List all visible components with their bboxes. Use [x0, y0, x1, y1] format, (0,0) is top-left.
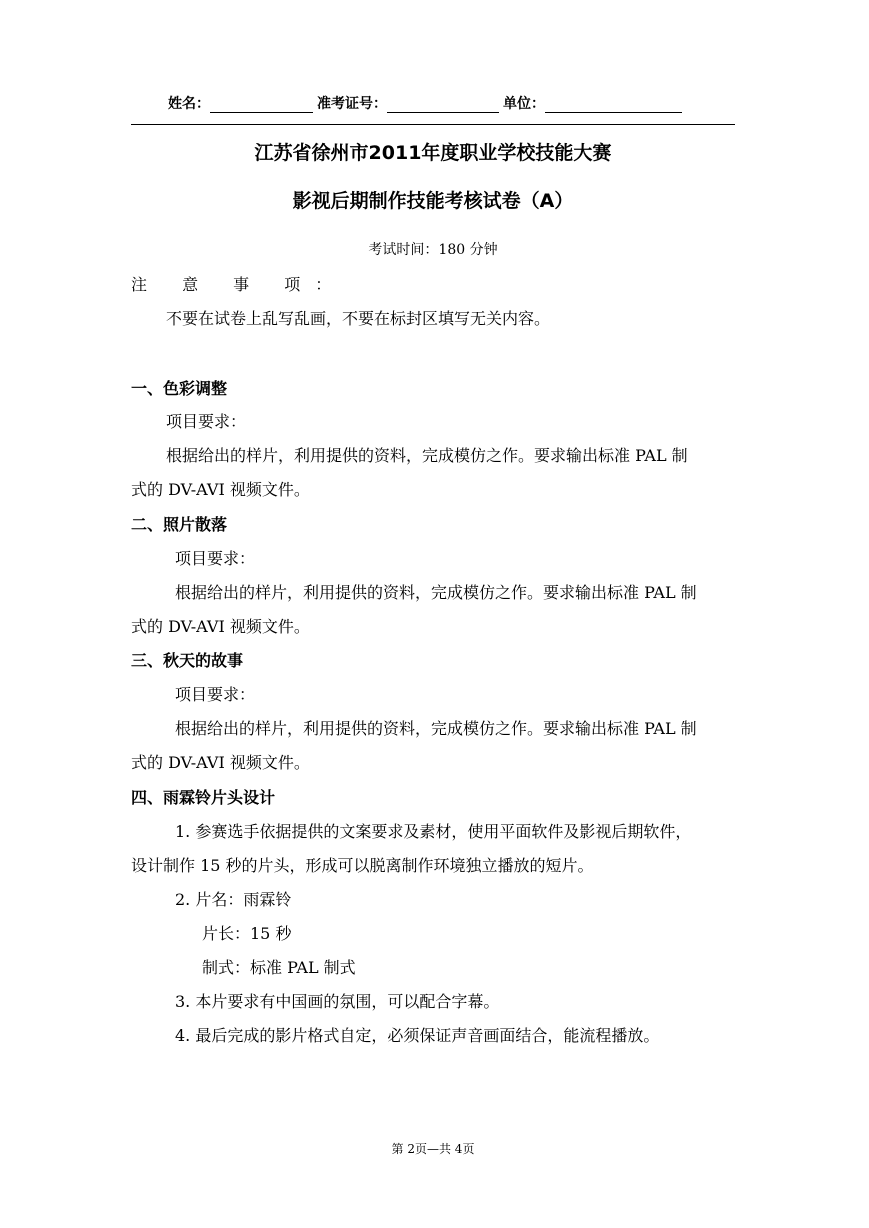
section-heading: 三、秋天的故事 [131, 651, 244, 670]
requirement-label: 项目要求： [175, 685, 256, 704]
section-heading: 一、色彩调整 [131, 379, 228, 398]
requirement-text: 根据给出的样片，利用提供的资料，完成模仿之作。要求输出标准 PAL 制 [175, 583, 697, 602]
unit-field[interactable] [545, 98, 682, 113]
requirement-label: 项目要求： [175, 549, 256, 568]
requirement-text-cont: 式的 DV-AVI 视频文件。 [131, 480, 310, 499]
requirement-label: 项目要求： [166, 412, 247, 431]
item-4-text: 4. 最后完成的影片格式自定，必须保证声音画面结合，能流程播放。 [175, 1026, 660, 1045]
item-1-text: 1. 参赛选手依据提供的文案要求及素材，使用平面软件及影视后期软件， [175, 822, 692, 841]
exam-time: 考试时间：180 分钟 [368, 242, 498, 258]
requirement-text-cont: 式的 DV-AVI 视频文件。 [131, 617, 310, 636]
candidate-info-line [168, 93, 686, 113]
film-length: 片长：15 秒 [202, 924, 292, 943]
section-heading: 二、照片散落 [131, 515, 228, 534]
page-title: 江苏省徐州市2011年度职业学校技能大赛 [254, 142, 612, 164]
section-heading: 四、雨霖铃片头设计 [131, 788, 276, 807]
requirement-text-cont: 式的 DV-AVI 视频文件。 [131, 753, 310, 772]
exam-no-field[interactable] [387, 98, 499, 113]
requirement-text: 根据给出的样片，利用提供的资料，完成模仿之作。要求输出标准 PAL 制 [175, 719, 697, 738]
film-format: 制式：标准 PAL 制式 [202, 958, 356, 977]
exam-no-label: 准考证号： [317, 96, 387, 112]
notice-heading: 注 意 事 项： [131, 275, 347, 294]
header-divider [131, 124, 735, 125]
requirement-text: 根据给出的样片，利用提供的资料，完成模仿之作。要求输出标准 PAL 制 [166, 446, 688, 465]
name-label: 姓名： [168, 96, 210, 112]
name-field[interactable] [210, 98, 313, 113]
page-number: 第 2页—共 4页 [391, 1142, 475, 1156]
unit-label: 单位： [503, 96, 545, 112]
notice-text: 不要在试卷上乱写乱画，不要在标封区填写无关内容。 [166, 309, 551, 328]
item-3-text: 3. 本片要求有中国画的氛围，可以配合字幕。 [175, 992, 500, 1011]
item-2-text: 2. 片名：雨霖铃 [175, 890, 292, 909]
item-1-text-cont: 设计制作 15 秒的片头，形成可以脱离制作环境独立播放的短片。 [131, 856, 594, 875]
page-subtitle: 影视后期制作技能考核试卷（A） [292, 190, 574, 212]
